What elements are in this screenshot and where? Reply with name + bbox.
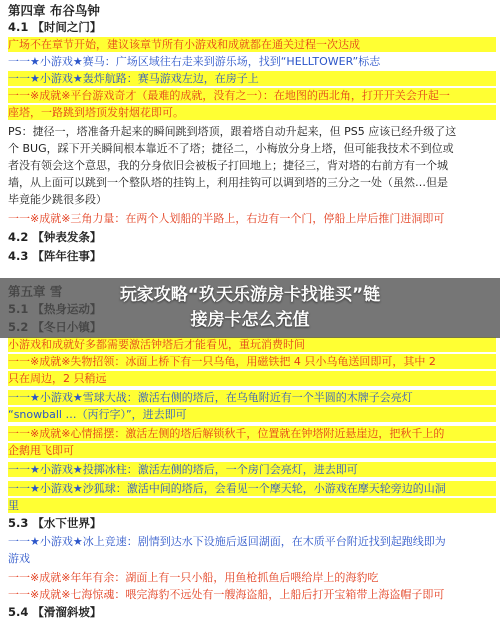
minigame-ice-race-line1: 一一★小游戏★冰上竞速：剧情到达水下设施后返回湖面，在木质平台附近找到起跑线即为 — [8, 535, 446, 548]
minigame-horse-race: 一一★小游戏★赛马：广场区域往右走来到游乐场，找到“HELLTOWER”标志 — [8, 55, 381, 68]
achievement-swing-line2: 企鹅甩飞即可 — [8, 443, 496, 458]
section-4-1-intro: 广场不在章节开始，建议该章节所有小游戏和成就都在通关过程一次达成 — [8, 37, 496, 52]
achievement-swing-line1: 一一※成就※心情摇摆：激活左侧的塔后解锁秋千，位置就在钟塔附近悬崖边，把秋千上的 — [8, 426, 496, 441]
section-5-3-title: 5.3 【水下世界】 — [8, 516, 102, 530]
minigame-bomb-route: 一一★小游戏★轰炸航路：赛马游戏左边，在房子上 — [8, 71, 496, 86]
section-5-2-intro: 小游戏和成就好多都需要激活钟塔后才能看见，重玩消费时间 — [8, 337, 496, 352]
achievement-platform-line2: 座塔，一路跳到塔顶发射烟花即可。 — [8, 105, 496, 120]
chapter4-title: 第四章 布谷鸟钟 — [8, 3, 100, 18]
minigame-snowball-line1: 一一★小游戏★雪球大战：激活右侧的塔后，在乌龟附近有一个半圆的木牌子会亮灯 — [8, 390, 496, 405]
achievement-seven-seas: 一一※成就※七海惊魂：喂完海豹不远处有一艘海盗船，上船后打开宝箱带上海盗帽子即可 — [8, 588, 445, 601]
minigame-snowball-line2: “snowball …（丙行字）”，进去即可 — [8, 407, 496, 422]
minigame-shuffleboard-line1: 一一★小游戏★沙狐球：激活中间的塔后，会看见一个摩天轮，小游戏在摩天轮旁边的山洞 — [8, 481, 496, 496]
minigame-ice-race-line2: 游戏 — [8, 552, 30, 565]
ps-note-line4: 墙，从上面可以跳到一个整队塔的挂钩上，利用挂钩可以调到塔的三分之一处（虽然…但是 — [8, 176, 448, 189]
ps-note-line2: 个 BUG，踩下开关瞬间根本靠近不了塔；捷径二，小梅放分身上塔，但可能我技术不到位或 — [8, 142, 454, 155]
achievement-lost-found-line2: 只在周边，2 只稍远 — [8, 371, 496, 386]
section-4-2-title: 4.2 【钟表发条】 — [8, 230, 102, 244]
section-5-4-title: 5.4 【滑溜斜坡】 — [8, 605, 102, 619]
overlay-title-line1: 玩家攻略“玖天乐游房卡找谁买”链 — [119, 285, 381, 305]
section-4-3-title: 4.3 【阵年往事】 — [8, 249, 102, 263]
minigame-shuffleboard-line2: 里 — [8, 498, 496, 513]
ps-note-line1: PS：捷径一，塔准备升起来的瞬间跳到塔顶，跟着塔自动升起来，但 PS5 应该已经升级了这 — [8, 125, 457, 138]
achievement-lost-found-line1: 一一※成就※失物招领：冰面上桥下有一只乌龟，用磁铁把 4 只小乌龟送回即可，其中 2 — [8, 354, 496, 369]
ps-note-line5: 毕竟能少跳很多段） — [8, 193, 107, 206]
ps-note-line3: 者没有领会这个意思，我的分身依旧会被板子打回地上；捷径三，背对塔的右前方有一个城 — [8, 159, 448, 172]
achievement-platform-line1: 一一※成就※平台游戏奇才（最难的成就，没有之一）：在地图的西北角，打开开关会升起一 — [8, 88, 496, 103]
achievement-triforce: 一一※成就※三角力量：在两个人划船的半路上，右边有一个门，停船上岸后推门进洞即可 — [8, 212, 445, 225]
section-4-1-title: 4.1 【时间之门】 — [8, 20, 102, 34]
achievement-fish-year: 一一※成就※年年有余：湖面上有一只小船，用鱼枪抓鱼后喂给岸上的海豹吃 — [8, 571, 379, 584]
overlay-title-line2: 接房卡怎么充值 — [190, 310, 310, 330]
minigame-icicle-throw: 一一★小游戏★投掷冰柱：激活左侧的塔后，一个房门会亮灯，进去即可 — [8, 462, 496, 477]
